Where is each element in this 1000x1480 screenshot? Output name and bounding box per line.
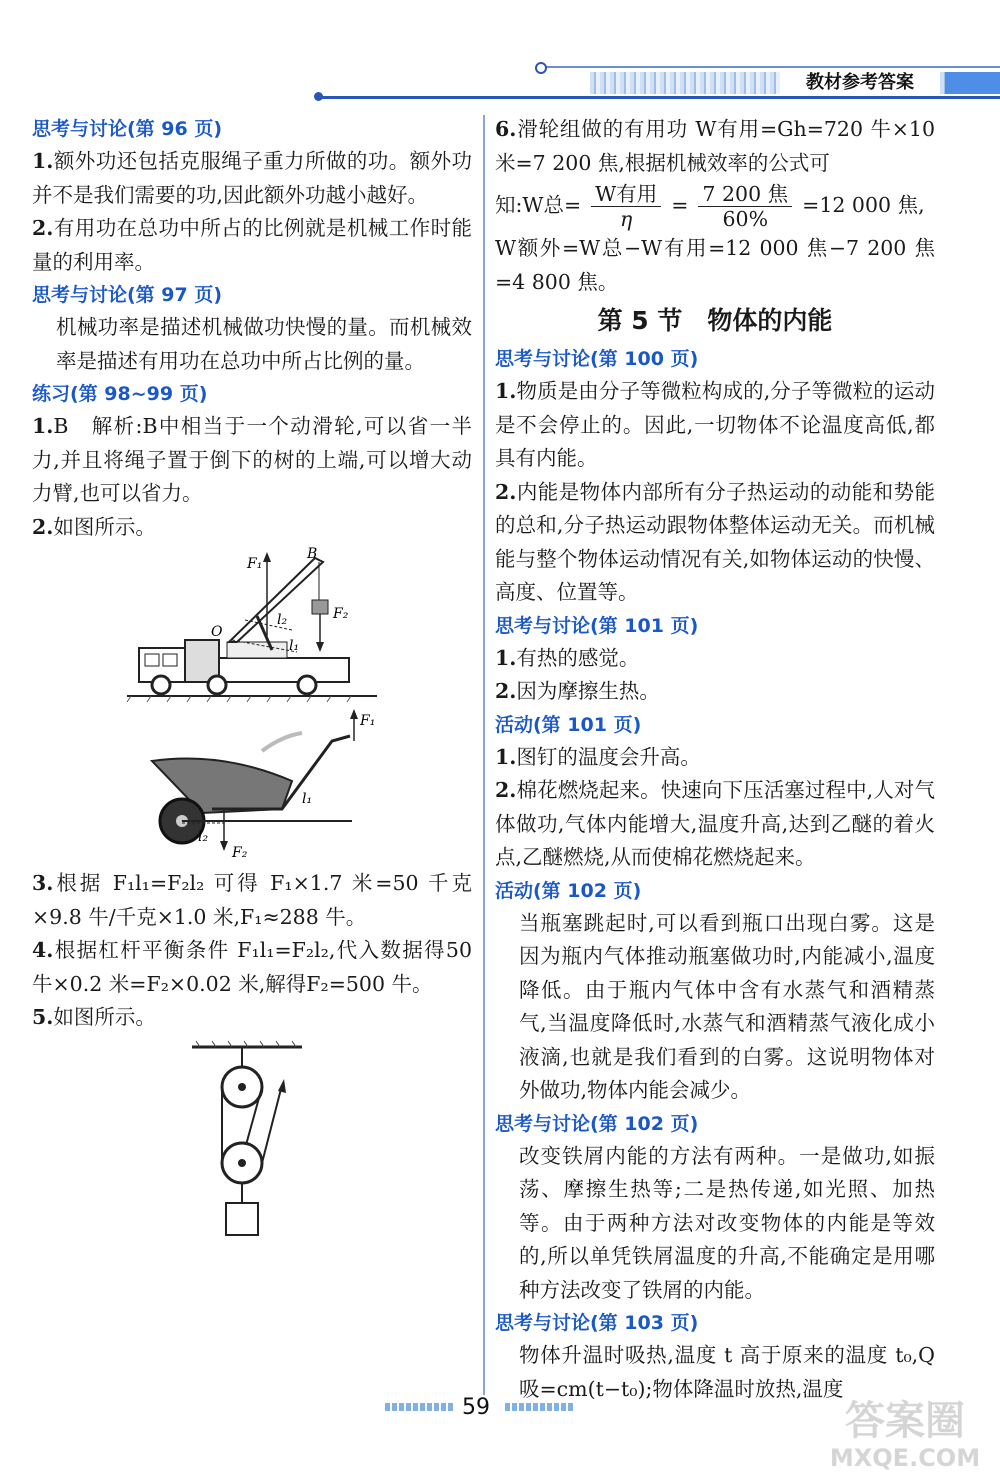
item-text: 额外功还包括克服绳子重力所做的功。额外功并不是我们需要的功,因此额外功越小越好。 (32, 149, 472, 207)
right-column (495, 113, 935, 1406)
answer-item (495, 642, 935, 676)
item-number: 6. (495, 117, 517, 141)
item-number: 1. (32, 149, 54, 173)
label-F2: F₂ (232, 845, 248, 861)
answer-item (495, 741, 935, 775)
item-number: 2. (32, 216, 54, 240)
answer-item (32, 934, 472, 1001)
item-text: 内能是物体内部所有分子热运动的动能和势能的总和,分子热运动跟物体整体运动无关。而机械能与整个物体运动情况有关,如物体运动的快慢、高度、位置等。 (495, 479, 935, 604)
item-number: 2. (32, 514, 54, 539)
item-number: 2. (495, 479, 517, 504)
item-number: 4. (32, 938, 54, 962)
answer-item (495, 113, 935, 180)
heading-discuss-97: 思考与讨论(第 97 页) (32, 284, 223, 306)
header-dot-ring (535, 62, 547, 74)
heading-discuss-102: 思考与讨论(第 102 页) (495, 1112, 699, 1135)
label-l1: l₁ (302, 791, 313, 807)
header-tab (945, 72, 1000, 94)
label-l2: l₂ (277, 612, 288, 628)
wheelbarrow-figure (132, 711, 376, 861)
answer-item (495, 375, 935, 476)
item-number: 1. (32, 414, 54, 438)
header-dot (314, 92, 323, 101)
answer-item (32, 1001, 472, 1035)
answer-paragraph: 物体升温时吸热,温度 t 高于原来的温度 t₀,Q吸=cm(t−t₀);物体降温时放热,温度 (519, 1343, 935, 1401)
formula-result: =12 000 焦, (802, 193, 925, 218)
item-number: 2. (495, 679, 517, 703)
answer-item (32, 511, 472, 545)
header-rule-top (540, 66, 1000, 68)
numerator: 7 200 焦 (698, 182, 792, 207)
item-text: 滑轮组做的有用功 W有用=Gh=720 牛×10 米=7 200 焦,根据机械效率的公式可 (495, 117, 935, 175)
item-number: 5. (32, 1005, 54, 1029)
fraction (698, 182, 792, 231)
item-text: 根据 F₁l₁=F₂l₂ 可得 F₁×1.7 米=50 千克×9.8 牛/千克×1.0 米,F₁≈288 牛。 (32, 871, 472, 929)
heading-activity-101: 活动(第 101 页) (495, 713, 642, 736)
numerator: W有用 (591, 182, 661, 207)
svg-text:MXQE.COM: MXQE.COM (829, 1444, 981, 1472)
item-number: 1. (495, 379, 517, 403)
section-title: 第 5 节 物体的内能 (597, 306, 833, 335)
item-text: 棉花燃烧起来。快速向下压活塞过程中,人对气体做功,气体内能增大,温度升高,达到乙醚的着火点,乙醚燃烧,从而使棉花燃烧起来。 (495, 778, 935, 869)
item-text: 根据杠杆平衡条件 F₁l₁=F₂l₂,代入数据得50 牛×0.2 米=F₂×0.02 米,解得F₂=500 牛。 (32, 938, 472, 996)
answer-item (495, 675, 935, 709)
item-text: 有热的感觉。 (516, 645, 640, 670)
answer-paragraph: 改变铁屑内能的方法有两种。一是做功,如振荡、摩擦生热等;二是热传递,如光照、加热等。由于两种方法对改变物体的内能是等效的,所以单凭铁屑温度的升高,不能确定是用哪种方法改变了铁屑的内能。 (519, 1143, 935, 1302)
page-number: 59 (462, 1395, 490, 1420)
footer-ornament-right (505, 1403, 575, 1411)
footer-ornament-left (385, 1403, 455, 1411)
heading-discuss-96: 思考与讨论(第 96 页) (32, 118, 223, 140)
answer-item (495, 476, 935, 610)
answer-item (32, 145, 472, 212)
label-F1: F₁ (360, 713, 376, 729)
item-text: 有用功在总功中所占的比例就是机械工作时能量的利用率。 (32, 216, 472, 274)
left-column (32, 113, 472, 1247)
crane-truck-figure (127, 546, 377, 705)
answer-item (32, 867, 472, 934)
item-text: 如图所示。 (53, 1005, 156, 1029)
fraction (591, 182, 661, 231)
header-title: 教材参考答案 (780, 72, 940, 94)
item-number: 3. (32, 871, 54, 895)
equals-sign: = (671, 193, 689, 218)
item-text: 物质是由分子等微粒构成的,分子等微粒的运动是不会停止的。因此,一切物体不论温度高低,都具有内能。 (495, 379, 935, 470)
heading-discuss-100: 思考与讨论(第 100 页) (495, 348, 699, 370)
header-rule (320, 96, 1000, 99)
answer-paragraph: 机械功率是描述机械做功快慢的量。而机械效率是描述有用功在总功中所占比例的量。 (56, 315, 472, 373)
answer-item (32, 212, 472, 279)
answer-paragraph: 当瓶塞跳起时,可以看到瓶口出现白雾。这是因为瓶内气体推动瓶塞做功时,内能减小,温度降低。由于瓶内气体中含有水蒸气和酒精蒸气,当温度降低时,水蒸气和酒精蒸气液化成小液滴,也就是我们看到的白雾。这说明物体对外做功,物体内能会减少。 (519, 910, 935, 1102)
heading-activity-102: 活动(第 102 页) (495, 879, 642, 902)
item-text: 因为摩擦生热。 (516, 679, 660, 703)
formula-lead: 知:W总= (495, 193, 582, 218)
label-F1: F₁ (247, 556, 263, 572)
item-number: 1. (495, 744, 517, 769)
item-number: 1. (495, 645, 517, 670)
denominator: η (620, 206, 633, 231)
heading-exercise-98-99: 练习(第 98~99 页) (32, 383, 208, 405)
item-text: 图钉的温度会升高。 (516, 744, 701, 769)
label-F2: F₂ (333, 606, 349, 622)
item-text: B 解析:B中相当于一个动滑轮,可以省一半力,并且将绳子置于倒下的树的上端,可以增大动力臂,也可以省力。 (32, 414, 472, 505)
label-l2: l₂ (198, 829, 209, 845)
answer-item (32, 410, 472, 511)
heading-discuss-101: 思考与讨论(第 101 页) (495, 614, 699, 637)
efficiency-formula (495, 180, 935, 232)
heading-discuss-103: 思考与讨论(第 103 页) (495, 1312, 699, 1334)
answer-item (495, 774, 935, 875)
denominator: 60% (722, 206, 769, 231)
item-text: 如图所示。 (53, 514, 156, 539)
pulley-figure (182, 1041, 322, 1241)
answer-text: W额外=W总−W有用=12 000 焦−7 200 焦=4 800 焦。 (495, 236, 935, 294)
column-divider (483, 115, 485, 1395)
label-l1: l₁ (289, 638, 300, 654)
svg-text:答案圈: 答案圈 (845, 1398, 965, 1444)
label-O: O (211, 624, 223, 640)
item-number: 2. (495, 778, 517, 802)
label-B: B (307, 546, 318, 562)
watermark-logo (820, 1388, 990, 1474)
